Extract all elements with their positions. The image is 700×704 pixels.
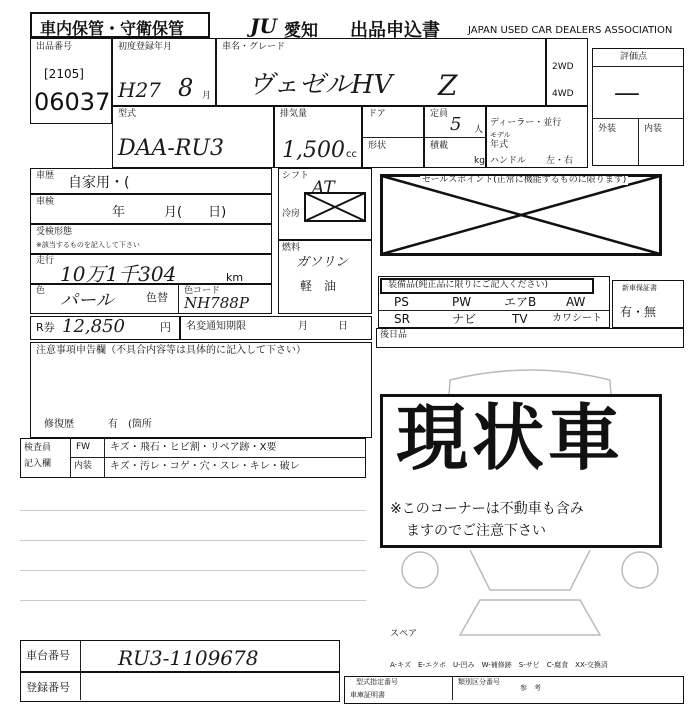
equip-sr: SR <box>394 312 410 326</box>
diagram-legend: A-キズ E-エクボ U-凹み W-補修跡 S-サビ C-腐食 XX-交換済 <box>390 661 608 669</box>
inspection-label: 車検 <box>36 197 55 207</box>
form-title: 出品申込書 <box>350 20 440 41</box>
stamp-note-2: ますのでご注意下さい <box>406 523 546 539</box>
equip-navi: ナビ <box>452 312 477 326</box>
mileage-label: 走行 <box>36 256 55 266</box>
unit-kg: kg <box>474 156 485 166</box>
notes-label: 注意事項申告欄（不具合内容等は具体的に記入して下さい） <box>36 345 306 356</box>
exterior-label: 外装 <box>598 124 617 134</box>
cooling-label: 冷房 <box>282 209 301 219</box>
model-spec-label: 型式指定番号 <box>356 678 398 686</box>
fuel-diesel: 軽 油 <box>300 279 337 293</box>
lot-no-value: 06037 <box>34 88 111 116</box>
cooling-crossed-box <box>304 192 366 222</box>
fw-marks: キズ・飛石・ヒビ割・リペア跡・X要 <box>110 442 277 453</box>
displacement-value: 1,500 <box>282 138 345 163</box>
name-change-format: 月 日 <box>298 321 348 332</box>
reference-label: 参 考 <box>520 684 541 692</box>
shape-label: 形状 <box>368 141 387 151</box>
interior-marks: キズ・汚レ・コゲ・穴・スレ・キレ・破レ <box>110 461 300 472</box>
r-ticket-value: 12,850 <box>62 316 125 337</box>
displacement-label: 排気量 <box>280 109 308 119</box>
grade: Z <box>438 69 458 102</box>
model-year-label-2: 年式 <box>490 140 509 150</box>
repair-label: 修復歴 <box>44 419 74 430</box>
color-code-value: NH788P <box>184 294 249 312</box>
load-label: 積載 <box>430 141 449 151</box>
rating-value: — <box>614 78 640 108</box>
storage-note: 車内保管・守衛保管 <box>40 19 185 38</box>
stamp-main: 現状車 <box>396 396 625 480</box>
reg-no-label: 登録番号 <box>26 681 70 694</box>
equip-kawa-seat: カワシート <box>552 313 602 324</box>
warranty-label: 新車保証書 <box>622 284 657 292</box>
shift-label: シフト <box>282 171 310 181</box>
yen-label: 円 <box>160 321 171 334</box>
equip-tv: TV <box>512 312 528 326</box>
equip-pw: PW <box>452 295 472 309</box>
unit-cc: cc <box>346 149 357 160</box>
chassis-value: RU3-1109678 <box>118 646 259 670</box>
interior-short-label: 内装 <box>74 461 93 471</box>
interior-label: 内装 <box>644 124 663 134</box>
color-value: パール <box>60 290 114 311</box>
reception-note: ※該当するものを記入して下さい <box>36 241 140 249</box>
model-type-value: DAA-RU3 <box>118 136 224 161</box>
later-entry-label: 後日品 <box>380 330 408 340</box>
reg-cert-label: 車庫証明書 <box>350 691 385 699</box>
equip-airbag: エアB <box>504 295 537 309</box>
first-reg-label: 初度登録年月 <box>118 42 173 52</box>
unit-person: 人 <box>474 125 484 135</box>
sales-point-box <box>380 174 662 256</box>
door-label: ドア <box>368 109 386 119</box>
history-box <box>30 168 272 194</box>
car-name: ヴェゼルHV <box>248 70 393 100</box>
inspector-label-1: 検査員 <box>24 443 52 453</box>
lot-no-label: 出品番号 <box>36 42 73 52</box>
handle-options: 左・右 <box>546 156 574 166</box>
color-code-label: 色コード <box>184 286 221 296</box>
model-year-label-1: モデル <box>490 131 511 139</box>
equip-aw: AW <box>566 295 586 309</box>
inspector-label-2: 記入欄 <box>24 459 52 469</box>
fw-label: FW <box>76 442 91 452</box>
car-name-label: 車名・グレード <box>222 42 286 52</box>
org-name: 愛知 <box>284 21 318 41</box>
notes-box <box>30 342 372 438</box>
reception-label: 受検形態 <box>36 227 73 237</box>
rating-label: 評価点 <box>620 52 648 62</box>
later-entry-box <box>376 328 684 348</box>
two-wd: 2WD <box>552 62 574 72</box>
fuel-label: 燃料 <box>282 243 301 253</box>
history-value: 自家用・( <box>68 175 130 191</box>
history-label: 車歴 <box>36 171 55 181</box>
reg-month: 8 <box>178 74 194 102</box>
capacity-label: 定員 <box>430 109 449 119</box>
era-year: H27 <box>118 78 161 102</box>
dealer-label: ディーラー・並行 <box>490 118 562 128</box>
model-type-label: 型式 <box>118 109 137 119</box>
stamp-note-1: ※このコーナーは不動車も含み <box>390 501 584 517</box>
unit-km: km <box>226 271 244 284</box>
equip-ps: PS <box>394 295 409 309</box>
equipment-label: 装備品(純正品に限りにご記入ください) <box>388 280 549 290</box>
mileage-value: 10万1千304 <box>60 262 177 286</box>
handle-label: ハンドル <box>490 156 527 166</box>
class-no-label: 類別区分番号 <box>458 678 500 686</box>
color-label: 色 <box>36 286 46 296</box>
ju-logo: JU <box>250 14 277 38</box>
month-suffix: 月 <box>202 91 212 101</box>
inspection-format: 年 月( 日) <box>112 205 227 220</box>
name-change-label: 名変通知期限 <box>186 321 246 332</box>
trim-color-label: 色替 <box>146 291 168 304</box>
title-en: JAPAN USED CAR DEALERS ASSOCIATION <box>468 25 673 36</box>
spare-label: スペア <box>390 629 418 639</box>
capacity-value: 5 <box>450 114 462 135</box>
warranty-options: 有・無 <box>620 305 657 319</box>
repair-value: 有 (箇所 <box>108 419 152 430</box>
fuel-value: ガソリン <box>296 255 349 270</box>
chassis-label: 車台番号 <box>26 649 70 662</box>
sales-point-label: セールスポイント(正常に機能するものに限ります) <box>422 175 627 185</box>
r-ticket-label: R券 <box>36 321 55 334</box>
lot-no-prefix: [2105] <box>44 67 84 81</box>
shift-value: AT <box>312 178 335 198</box>
four-wd: 4WD <box>552 89 574 99</box>
